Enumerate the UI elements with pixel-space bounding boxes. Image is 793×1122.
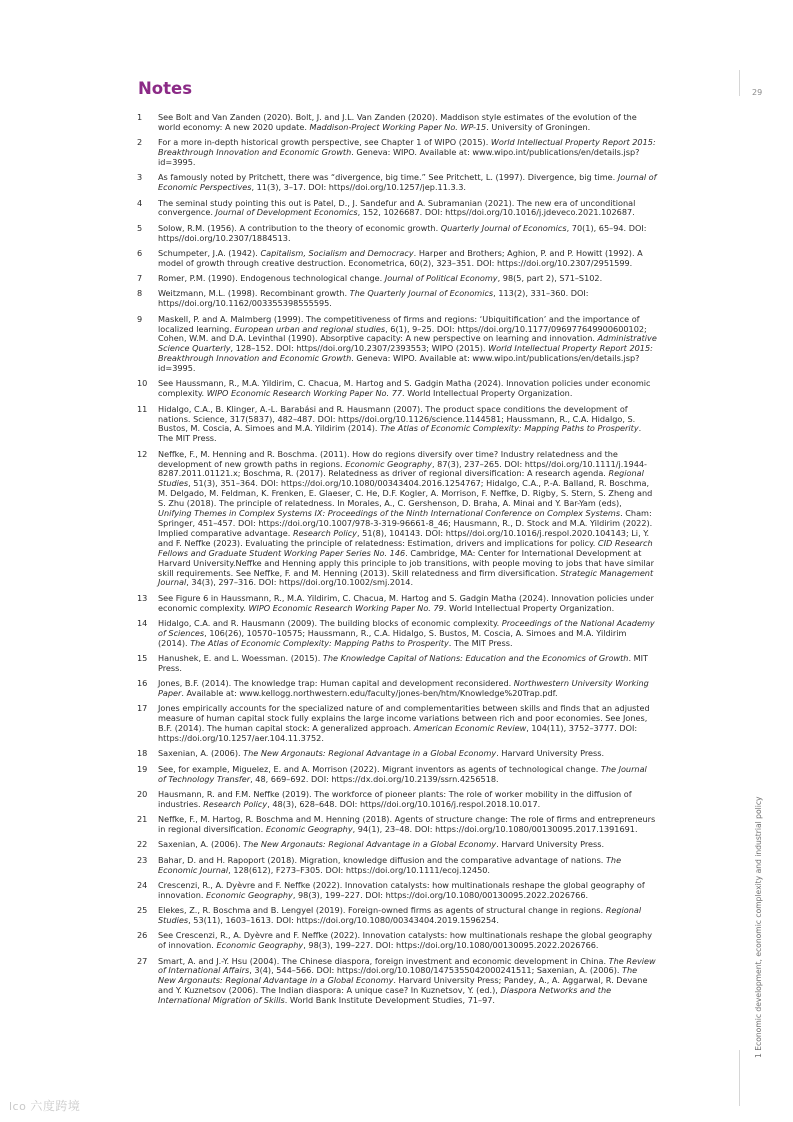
note-item	[137, 704, 657, 744]
note-item	[137, 790, 657, 810]
note-text	[158, 856, 657, 876]
note-italic-segment: Economic Geography	[265, 824, 353, 835]
note-number: 20	[137, 788, 148, 799]
note-italic-segment: Regional Studies	[158, 468, 644, 489]
note-item	[137, 315, 657, 374]
page-number: 29	[752, 88, 763, 97]
note-italic-segment: Proceedings of the National Academy of Sciences	[158, 617, 655, 638]
note-italic-segment: Unifying Themes in Complex Systems IX: Proceedings of the Ninth International Conference on Complex Systems	[158, 508, 621, 519]
note-italic-segment: World Intellectual Property Report 2015: Breakthrough Innovation and Economic Growth	[158, 137, 656, 158]
note-italic-segment: Research Policy	[292, 527, 357, 538]
note-text	[158, 379, 657, 399]
note-segment: , 87(3), 237–265. DOI: https//doi.org/10.1111/j.1944-8287.2011.01121.x; Boschma, R. (2017). Relatedness as driver of regional diversification: A research agenda.	[158, 458, 647, 479]
note-text	[158, 289, 657, 309]
note-text	[158, 815, 657, 835]
note-segment: Crescenzi, R., A. Dyèvre and F. Neffke (2022). Innovation catalysts: how multinationals reshape the global geography of innovation.	[158, 879, 645, 900]
note-text	[158, 594, 657, 614]
note-italic-segment: Strategic Management Journal	[158, 567, 654, 588]
note-text	[158, 173, 657, 193]
note-segment: Smart, A. and J.-Y. Hsu (2004). The Chinese diaspora, foreign investment and economic development in China.	[158, 955, 609, 966]
note-segment: , 53(11), 1603–1613. DOI: https://doi.org/10.1080/00343404.2019.1596254.	[188, 915, 499, 925]
note-italic-segment: The Atlas of Economic Complexity: Mapping Paths to Prosperity	[380, 423, 639, 434]
note-italic-segment: World Intellectual Property Report 2015: Breakthrough Innovation and Economic Growth	[158, 343, 653, 364]
note-segment: See Bolt and Van Zanden (2020). Bolt, J. and J.L. Van Zanden (2020). Maddison style estimates of the evolution of the world economy: A new 2020 update.	[158, 112, 637, 132]
note-italic-segment: The Knowledge Capital of Nations: Education and the Economics of Growth	[322, 653, 629, 664]
note-text	[158, 957, 657, 1007]
note-segment: . Harvard University Press.	[496, 748, 605, 759]
note-segment: . Harvard University Press; Pandey, A., A. Aggarwal, R. Devane and Y. Kuznetsov (2006). The Indian diaspora: A unique case? In Kuznetsov, Y. (ed.),	[158, 975, 648, 996]
note-text	[158, 906, 657, 926]
note-number: 4	[137, 197, 143, 208]
note-item	[137, 654, 657, 674]
watermark-brand: 六度跨境	[30, 1099, 81, 1113]
note-segment: , 128–152. DOI: https//doi.org/10.2307/2393553; WIPO (2015).	[230, 343, 489, 354]
note-segment: . World Bank Institute Development Studies, 71–97.	[284, 995, 496, 1006]
note-segment: , 106(26), 10570–10575; Haussmann, R., C.A. Hidalgo, S. Bustos, M. Coscia, A. Simoes and M.A. Yildirim (2014).	[158, 627, 627, 648]
note-text	[158, 765, 657, 785]
note-italic-segment: Regional Studies	[158, 905, 642, 925]
note-number: 23	[137, 854, 148, 865]
note-segment: , 98(5, part 2), S71–S102.	[497, 273, 603, 284]
note-item	[137, 906, 657, 926]
note-text	[158, 840, 657, 850]
note-item	[137, 450, 657, 589]
header-divider	[739, 70, 740, 96]
note-number: 2	[137, 137, 143, 148]
note-number: 13	[137, 592, 148, 603]
note-text	[158, 654, 657, 674]
note-segment: . The MIT Press.	[158, 423, 642, 444]
note-segment: As famously noted by Pritchett, there was “divergence, big time.” See Pritchett, L. (1997). Divergence, big time.	[158, 172, 618, 183]
page-title: Notes	[138, 79, 193, 98]
note-segment: Jones empirically accounts for the specialized nature of and complementarities between skills and finds that an adjusted measure of human capital stock fully explains the large income variations between rich and poor economies. See Jones, B.F. (2014). The human capital stock: A generalized approach.	[158, 703, 650, 734]
note-text	[158, 450, 657, 589]
note-number: 3	[137, 172, 143, 183]
note-segment: Elekes, Z., R. Boschma and B. Lengyel (2019). Foreign-owned firms as agents of structural change in regions.	[158, 905, 606, 916]
note-number: 12	[137, 448, 148, 459]
note-segment: . The MIT Press.	[448, 637, 513, 648]
note-item	[137, 957, 657, 1007]
note-segment: Hausmann, R. and F.M. Neffke (2019). The workforce of pioneer plants: The role of worker mobility in the diffusion of industries.	[158, 788, 632, 809]
note-item	[137, 274, 657, 284]
note-number: 16	[137, 678, 148, 689]
note-item	[137, 199, 657, 219]
note-segment: . Cham: Springer, 451–457. DOI: https://doi.org/10.1007/978-3-319-96661-8_46; Hausmann, R., D. Stock and M.A. Yildirim (2022). Implied comparative advantage.	[158, 508, 653, 538]
note-segment: , 152, 1026687. DOI: https//doi.org/10.1016/j.jdeveco.2021.102687.	[357, 207, 635, 218]
note-segment: See Crescenzi, R., A. Dyèvre and F. Neffke (2022). Innovation catalysts: how multinationals reshape the global geography of innovation.	[158, 930, 653, 951]
note-italic-segment: WIPO Economic Research Working Paper No. 77	[206, 388, 403, 399]
note-text	[158, 315, 657, 374]
note-segment: Saxenian, A. (2006).	[158, 748, 244, 759]
note-number: 15	[137, 653, 148, 664]
note-number: 8	[137, 288, 143, 299]
note-number: 10	[137, 378, 148, 389]
note-italic-segment: The New Argonauts: Regional Advantage in a Global Economy	[243, 839, 497, 850]
note-italic-segment: European urban and regional studies	[234, 323, 386, 334]
note-italic-segment: Research Policy	[203, 798, 268, 809]
note-italic-segment: Journal of Political Economy	[384, 273, 498, 284]
note-segment: . Harvard University Press.	[496, 839, 605, 850]
note-number: 27	[137, 955, 148, 966]
note-item	[137, 405, 657, 445]
note-text	[158, 113, 657, 133]
note-text	[158, 619, 657, 649]
note-segment: . Harper and Brothers; Aghion, P. and P. Howitt (1992). A model of growth through creative destruction. Econometrica, 60(2), 323–351. DOI: https://doi.org/10.2307/2951599.	[158, 247, 643, 268]
note-segment: Saxenian, A. (2006).	[158, 839, 244, 850]
note-segment: Hidalgo, C.A. and R. Hausmann (2009). The building blocks of economic complexity.	[158, 617, 502, 628]
note-item	[137, 113, 657, 133]
note-segment: Neffke, F., M. Hartog, R. Boschma and M. Henning (2018). Agents of structure change: The role of firms and entrepreneurs in regional diversification.	[158, 814, 656, 835]
note-text	[158, 224, 657, 244]
note-text	[158, 704, 657, 744]
note-number: 26	[137, 930, 148, 941]
note-italic-segment: Administrative Science Quarterly	[158, 333, 657, 354]
note-segment: , 51(8), 104143. DOI: https//doi.org/10.1016/j.respol.2020.104143; Li, Y. and F. Neffke (2023). Evaluating the principle of relatedness: Estimation, drivers and implications for policy.	[158, 527, 650, 548]
note-number: 24	[137, 879, 148, 890]
note-number: 6	[137, 247, 143, 258]
note-item	[137, 249, 657, 269]
note-segment: , 3(4), 544–566. DOI: https://doi.org/10.1080/1475355042000241511; Saxenian, A. (2006).	[249, 965, 623, 976]
note-italic-segment: Quarterly Journal of Economics	[440, 222, 567, 233]
note-italic-segment: American Economic Review	[413, 723, 527, 734]
note-item	[137, 749, 657, 759]
note-item	[137, 765, 657, 785]
note-segment: , 113(2), 331–360. DOI: https//doi.org/10.1162/003355398555595.	[158, 288, 589, 309]
watermark	[9, 1097, 80, 1114]
chapter-side-label: 1 Economic development, economic complexity and industrial policy	[754, 796, 763, 1058]
note-item	[137, 881, 657, 901]
note-segment: , 70(1), 65–94. DOI: https//doi.org/10.2307/1884513.	[158, 222, 647, 243]
note-italic-segment: The New Argonauts: Regional Advantage in a Global Economy	[158, 965, 638, 986]
note-item	[137, 594, 657, 614]
note-segment: Neffke, F., M. Henning and R. Boschma. (2011). How do regions diversify over time? Industry relatedness and the development of new growth paths in regions.	[158, 448, 618, 469]
note-segment: Solow, R.M. (1956). A contribution to the theory of economic growth.	[158, 222, 441, 233]
note-segment: , 48(3), 628–648. DOI: https//doi.org/10.1016/j.respol.2018.10.017.	[267, 798, 541, 809]
note-segment: , 6(1), 9–25. DOI: https//doi.org/10.1177/096977649900600102; Cohen, W.M. and D.A. Levinthal (1990). Absorptive capacity: A new perspective on learning and innovation.	[158, 323, 647, 344]
note-number: 22	[137, 839, 148, 850]
note-segment: Weitzmann, M.L. (1998). Recombinant growth.	[158, 288, 350, 299]
note-segment: , 98(3), 199–227. DOI: https://doi.org/10.1080/00130095.2022.2026766.	[292, 889, 589, 900]
note-segment: See Haussmann, R., M.A. Yildirim, C. Chacua, M. Hartog and S. Gadgin Matha (2024). Innovation policies under economic complexity.	[158, 378, 651, 399]
note-segment: Romer, P.M. (1990). Endogenous technological change.	[158, 273, 385, 284]
note-segment: Hanushek, E. and L. Woessman. (2015).	[158, 653, 323, 664]
note-item	[137, 679, 657, 699]
note-segment: , 98(3), 199–227. DOI: https://doi.org/10.1080/00130095.2022.2026766.	[303, 940, 599, 951]
note-italic-segment: Economic Geography	[206, 889, 293, 900]
note-segment: Schumpeter, J.A. (1942).	[158, 247, 261, 258]
note-segment: , 51(3), 351–364. DOI: https://doi.org/10.1080/00343404.2016.1254767; Hidalgo, C.A., P.-A. Balland, R. Boschma, M. Delgado, M. Feldman, K. Frenken, E. Glaeser, C. He, D.F. Kogler, A. Morrison, F. Neffke, D. Rigby, S. Stern, S. Zheng and S. Zhu (2018). The principle of relatedness. In Morales, A., C. Gershenson, D. Braha, A. Minai and Y. Bar-Yam (eds),	[158, 478, 653, 509]
note-segment: Hidalgo, C.A., B. Klinger, A.-L. Barabási and R. Hausmann (2007). The product space conditions the development of nations. Science, 317(5837), 482–487. DOI: https//doi.org/10.1126/science.1144581; Haussmann, R., C.A. Hidalgo, S. Bustos, M. Coscia, A. Simoes and M.A. Yildirim (2014).	[158, 403, 636, 434]
note-number: 1	[137, 112, 143, 122]
note-text	[158, 679, 657, 699]
note-text	[158, 274, 657, 284]
note-italic-segment: The Economic Journal	[158, 854, 622, 875]
note-italic-segment: The New Argonauts: Regional Advantage in a Global Economy	[243, 748, 497, 759]
note-text	[158, 138, 657, 168]
note-number: 11	[137, 403, 148, 414]
note-italic-segment: The Atlas of Economic Complexity: Mapping Paths to Prosperity	[190, 637, 449, 648]
note-italic-segment: Journal of Development Economics	[215, 207, 358, 218]
note-italic-segment: Economic Geography	[216, 940, 304, 951]
note-italic-segment: The Journal of Technology Transfer	[158, 763, 647, 784]
note-number: 9	[137, 313, 143, 324]
note-segment: . Cambridge, MA: Center for International Development at Harvard University.Neffke and Henning apply this principle to job transitions, with people moving to jobs that have similar skill requirements. See Neffke, F. and M. Henning (2013). Skill relatedness and firm diversification.	[158, 547, 655, 578]
note-segment: . Available at: www.kellogg.northwestern.edu/faculty/jones-ben/htm/Knowledge%20Trap.pdf.	[181, 688, 558, 699]
note-segment: , 104(11), 3752–3777. DOI: https://doi.org/10.1257/aer.104.11.3752.	[158, 723, 638, 744]
note-text	[158, 749, 657, 759]
note-text	[158, 199, 657, 219]
note-segment: Maskell, P. and A. Malmberg (1999). The competitiveness of firms and regions: ‘Ubiquitification’ and the importance of localized learning.	[158, 313, 640, 334]
note-segment: Jones, B.F. (2014). The knowledge trap: Human capital and development reconsidered.	[158, 678, 514, 689]
note-text	[158, 790, 657, 810]
note-segment: , 94(1), 23–48. DOI: https://doi.org/10.1080/00130095.2017.1391691.	[352, 824, 638, 835]
note-item	[137, 173, 657, 193]
note-segment: . University of Groningen.	[486, 121, 591, 132]
side-divider	[739, 1050, 740, 1106]
note-segment: . Geneva: WIPO. Available at: www.wipo.int/publications/en/details.jsp?id=3995.	[158, 147, 640, 168]
note-italic-segment: Economic Geography	[345, 458, 432, 469]
note-segment: Bahar, D. and H. Rapoport (2018). Migration, knowledge diffusion and the comparative advantage of nations.	[158, 854, 606, 865]
note-text	[158, 249, 657, 269]
note-number: 14	[137, 617, 148, 628]
note-italic-segment: Capitalism, Socialism and Democracy	[260, 247, 414, 258]
note-number: 5	[137, 222, 143, 233]
note-item	[137, 289, 657, 309]
note-number: 18	[137, 748, 148, 759]
note-item	[137, 840, 657, 850]
note-text	[158, 931, 657, 951]
note-italic-segment: Maddison-Project Working Paper No. WP-15	[309, 121, 487, 132]
note-italic-segment: The Quarterly Journal of Economics	[349, 288, 494, 299]
note-segment: See Figure 6 in Haussmann, R., M.A. Yildirim, C. Chacua, M. Hartog and S. Gadgin Matha (2024). Innovation policies under economic complexity.	[158, 592, 654, 613]
note-text	[158, 881, 657, 901]
note-segment: . Geneva: WIPO. Available at: www.wipo.int/publications/en/details.jsp?id=3995.	[158, 353, 640, 374]
note-segment: , 48, 669–692. DOI: https://dx.doi.org/10.2139/ssrn.4256518.	[250, 773, 499, 784]
note-item	[137, 931, 657, 951]
note-number: 21	[137, 814, 148, 825]
watermark-logo-icon: lco	[9, 1100, 27, 1113]
note-number: 7	[137, 273, 143, 284]
note-segment: . MIT Press.	[158, 653, 649, 673]
note-segment: The seminal study pointing this out is Patel, D., J. Sandefur and A. Subramanian (2021). The new era of unconditional convergence.	[158, 197, 636, 218]
note-segment: See, for example, Miguelez, E. and A. Morrison (2022). Migrant inventors as agents of technological change.	[158, 763, 601, 774]
note-italic-segment: Journal of Economic Perspectives	[158, 172, 657, 193]
note-segment: , 11(3), 3–17. DOI: https//doi.org/10.1257/jep.11.3.3.	[251, 182, 466, 193]
note-italic-segment: The Review of International Affairs	[158, 955, 656, 976]
note-item	[137, 224, 657, 244]
note-number: 19	[137, 763, 148, 774]
note-item	[137, 856, 657, 876]
note-segment: . World Intellectual Property Organization.	[443, 602, 615, 613]
note-item	[137, 138, 657, 168]
note-segment: , 34(3), 297–316. DOI: https//doi.org/10.1002/smj.2014.	[186, 577, 414, 588]
note-item	[137, 815, 657, 835]
note-italic-segment: Northwestern University Working Paper	[158, 678, 649, 699]
note-number: 25	[137, 905, 148, 916]
note-text	[158, 405, 657, 445]
note-item	[137, 619, 657, 649]
notes-list	[137, 113, 657, 1011]
note-segment: , 128(612), F273–F305. DOI: https://doi.org/10.1111/ecoj.12450.	[228, 864, 491, 875]
note-segment: For a more in-depth historical growth perspective, see Chapter 1 of WIPO (2015).	[158, 137, 491, 148]
note-item	[137, 379, 657, 399]
note-segment: . World Intellectual Property Organization.	[402, 388, 573, 399]
note-italic-segment: CID Research Fellows and Graduate Student Working Paper Series No. 146	[158, 537, 653, 558]
note-number: 17	[137, 703, 148, 714]
note-italic-segment: WIPO Economic Research Working Paper No. 79	[248, 602, 444, 613]
note-italic-segment: Diaspora Networks and the International Migration of Skills	[158, 985, 612, 1006]
